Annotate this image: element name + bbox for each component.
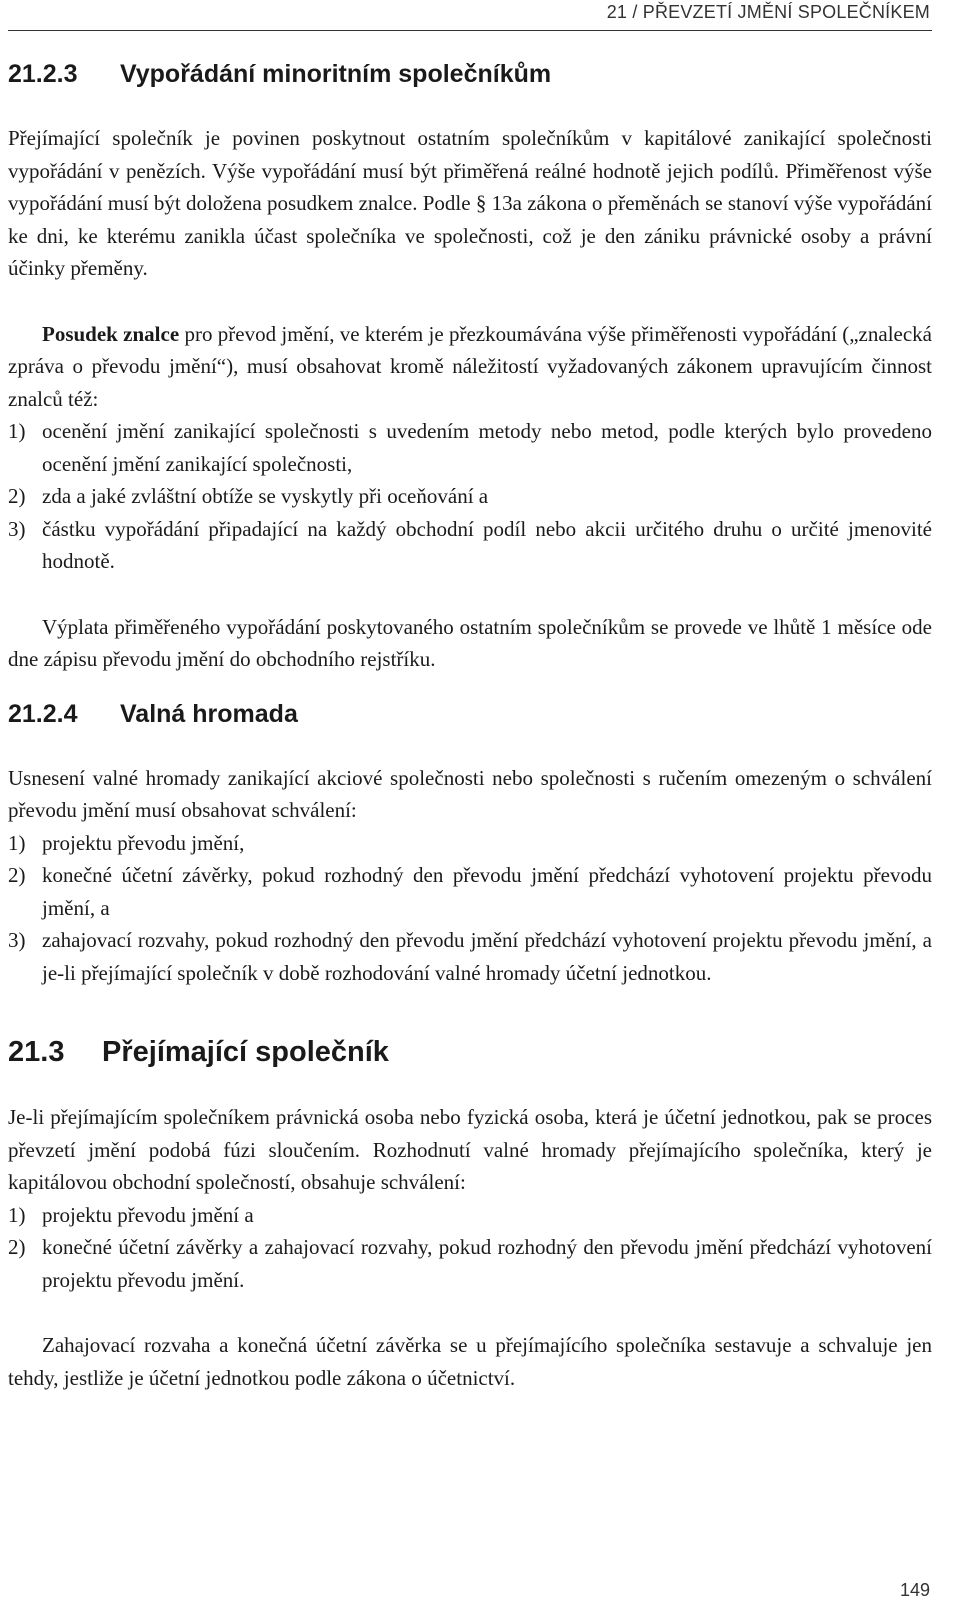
paragraph-text: pro převod jmění, ve kterém je přezkoumávána výše přiměřenosti vypořádání („znalecká zpráva o převodu jmění“), musí obsahovat kromě náležitostí vyžadovaných zákonem upravujícím činnost znalců též: bbox=[8, 321, 932, 411]
list-text: ocenění jmění zanikající společnosti s uvedením metody nebo metod, podle kterých bylo provedeno ocenění jmění zanikající společnosti, bbox=[42, 419, 932, 476]
list-text: projektu převodu jmění a bbox=[42, 1202, 254, 1227]
section-title: Vypořádání minoritním společníkům bbox=[120, 60, 552, 88]
section-heading-21-2-4 bbox=[8, 698, 932, 730]
list-text: zahajovací rozvahy, pokud rozhodný den převodu jmění předchází vyhotovení projektu převodu jmění, a je-li přejímající společník v době rozhodování valné hromady účetní jednotkou. bbox=[42, 928, 932, 985]
section-title: Valná hromada bbox=[120, 699, 298, 728]
list-number: 3) bbox=[8, 516, 26, 541]
bold-term: Posudek znalce bbox=[42, 321, 180, 346]
numbered-list bbox=[8, 827, 932, 990]
list-item bbox=[8, 513, 932, 578]
list-item bbox=[8, 859, 932, 924]
list-number: 2) bbox=[8, 1235, 26, 1259]
numbered-list bbox=[8, 1199, 932, 1297]
section-title: Přejímající společník bbox=[102, 1036, 389, 1068]
list-number: 1) bbox=[8, 1202, 26, 1227]
running-header: 21 / PŘEVZETÍ JMĚNÍ SPOLEČNÍKEM bbox=[606, 2, 930, 22]
list-number: 2) bbox=[8, 484, 26, 508]
list-number: 3) bbox=[8, 928, 26, 952]
paragraph: Zahajovací rozvaha a konečná účetní závěrka se u přejímajícího společníka sestavuje a schvaluje jen tehdy, jestliže je účetní jednotkou podle zákona o účetnictví. bbox=[8, 1333, 932, 1390]
numbered-list bbox=[8, 415, 932, 578]
section-number: 21.2.3 bbox=[8, 60, 78, 88]
paragraph: Je-li přejímajícím společníkem právnická osoba nebo fyzická osoba, která je účetní jednotkou, pak se proces převzetí jmění podobá fúzi sloučením. Rozhodnutí valné hromady přejímajícího společníka, který je kapitálovou obchodní společností, obsahuje schválení: bbox=[8, 1105, 932, 1194]
page-number: 149 bbox=[899, 1580, 930, 1600]
list-item bbox=[8, 1199, 932, 1232]
list-item bbox=[8, 480, 932, 513]
paragraph: Výplata přiměřeného vypořádání poskytovaného ostatním společníkům se provede ve lhůtě 1 měsíce ode dne zápisu převodu jmění do obchodního rejstříku. bbox=[8, 614, 932, 671]
list-text: projektu převodu jmění, bbox=[42, 830, 245, 855]
header-rule bbox=[8, 30, 932, 31]
section-heading-21-3 bbox=[8, 1034, 932, 1070]
list-item bbox=[8, 415, 932, 480]
list-text: konečné účetní závěrky, pokud rozhodný den převodu jmění předchází vyhotovení projektu převodu jmění, a bbox=[42, 863, 932, 920]
list-text: zda a jaké zvláštní obtíže se vyskytly při oceňování a bbox=[42, 484, 489, 508]
section-number: 21.2.4 bbox=[8, 699, 78, 728]
list-item bbox=[8, 827, 932, 860]
paragraph: Přejímající společník je povinen poskytnout ostatním společníkům v kapitálové zanikající společnosti vypořádání v penězích. Výše vypořádání musí být přiměřená reálné hodnotě jejich podílů. Přiměřenost výše vypořádání musí být doložena posudkem znalce. Podle § 13a zákona o přeměnách se stanoví výše vypořádání ke dni, ke kterému zanikla účast společníka ve společnosti, což je den zániku právnické osoby a právní účinky přeměny. bbox=[8, 126, 932, 280]
list-text: konečné účetní závěrky a zahajovací rozvahy, pokud rozhodný den převodu jmění předchází vyhotovení projektu převodu jmění. bbox=[42, 1235, 932, 1292]
page-content bbox=[8, 58, 932, 1394]
list-number: 1) bbox=[8, 830, 26, 855]
list-number: 2) bbox=[8, 863, 26, 887]
list-text: částku vypořádání připadající na každý obchodní podíl nebo akcii určitého druhu o určité jmenovité hodnotě. bbox=[42, 516, 932, 573]
section-heading-21-2-3 bbox=[8, 58, 932, 90]
paragraph: Usnesení valné hromady zanikající akciové společnosti nebo společnosti s ručením omezeným o schválení převodu jmění musí obsahovat schválení: bbox=[8, 765, 932, 822]
list-number: 1) bbox=[8, 419, 26, 443]
section-number: 21.3 bbox=[8, 1036, 65, 1068]
list-item bbox=[8, 924, 932, 989]
paragraph bbox=[8, 318, 932, 416]
list-item bbox=[8, 1231, 932, 1296]
